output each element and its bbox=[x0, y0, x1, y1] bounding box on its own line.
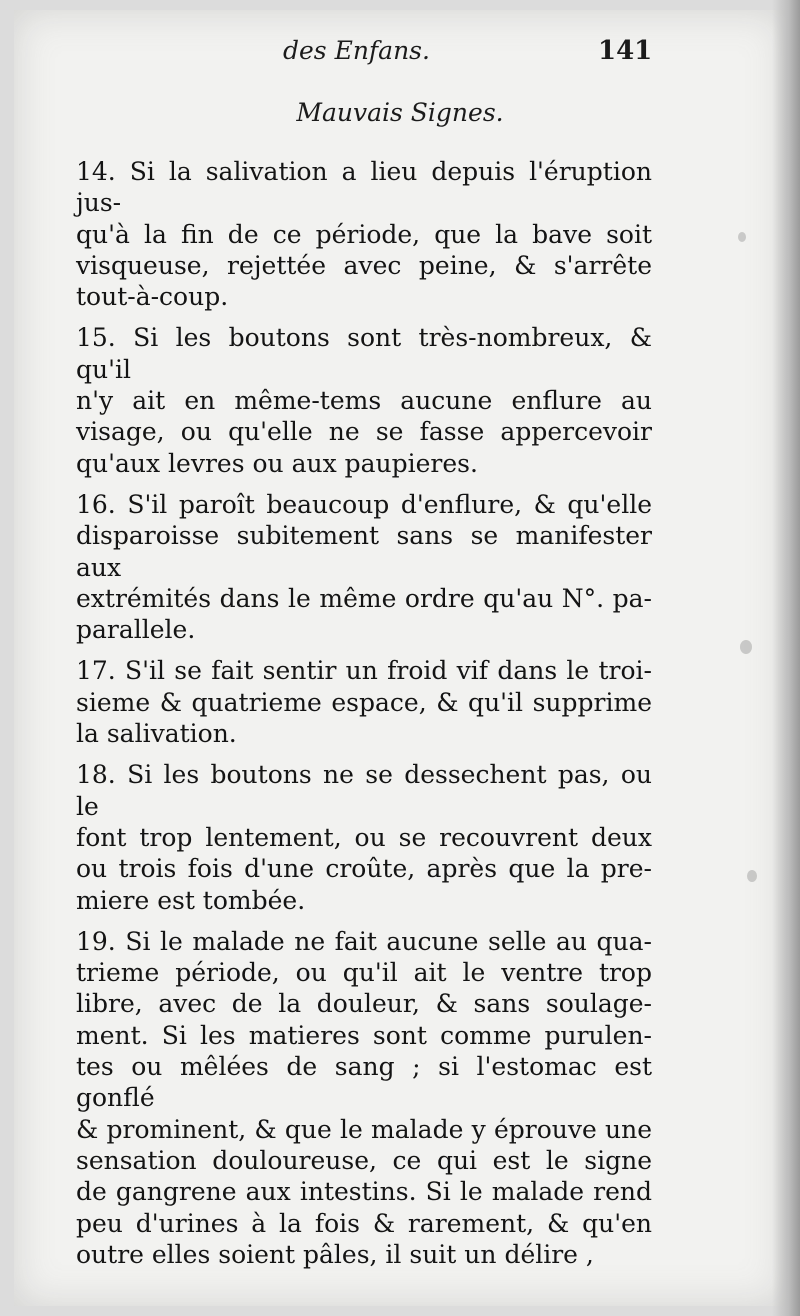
text-line: outre elles soient pâles, il suit un délire , bbox=[76, 1239, 594, 1269]
text-line-content: Si la salivation a lieu depuis l'éruption jus- bbox=[76, 157, 652, 218]
article-item bbox=[72, 322, 652, 478]
article-number: 14. bbox=[76, 157, 130, 186]
article-paragraph bbox=[76, 489, 652, 645]
text-line: visage, ou qu'elle ne se fasse appercevoir bbox=[76, 417, 652, 447]
ink-speck bbox=[740, 640, 752, 654]
text-line-content: Si les boutons ne se dessechent pas, ou le bbox=[76, 760, 652, 821]
text-line: sieme & quatrieme espace, & qu'il supprime bbox=[76, 687, 652, 717]
text-line bbox=[76, 759, 652, 822]
text-line bbox=[76, 156, 652, 219]
text-line: tout-à-coup. bbox=[76, 282, 229, 312]
text-line: disparoisse subitement sans se manifester aux bbox=[76, 521, 652, 582]
text-line: peu d'urines à la fois & rarement, & qu'en bbox=[76, 1208, 652, 1238]
text-line bbox=[76, 926, 652, 957]
article-number: 17. bbox=[76, 656, 126, 686]
text-line: ment. Si les matieres sont comme purulen- bbox=[76, 1020, 652, 1050]
running-head-title: des Enfans. bbox=[283, 36, 430, 65]
article-item bbox=[72, 926, 652, 1270]
article-paragraph bbox=[76, 156, 652, 312]
text-line: extrémités dans le même ordre qu'au N°. pa- bbox=[76, 583, 652, 613]
text-line: n'y ait en même-tems aucune enflure au bbox=[76, 386, 652, 416]
article-item bbox=[72, 655, 652, 749]
running-head bbox=[0, 26, 800, 70]
text-line: la salivation. bbox=[76, 719, 237, 749]
page-number: 141 bbox=[598, 36, 653, 66]
article-paragraph bbox=[76, 926, 652, 1270]
text-line: de gangrene aux intestins. Si le malade rend bbox=[76, 1177, 652, 1207]
article-paragraph bbox=[76, 759, 652, 915]
text-line: libre, avec de la douleur, & sans soulage- bbox=[76, 989, 652, 1019]
text-line: parallele. bbox=[76, 615, 196, 645]
text-line: & prominent, & que le malade y éprouve une bbox=[76, 1114, 652, 1144]
text-line: sensation douloureuse, ce qui est le signe bbox=[76, 1145, 652, 1175]
text-line: trieme période, ou qu'il ait le ventre trop bbox=[76, 958, 652, 988]
article-item bbox=[72, 759, 652, 915]
article-number: 19. bbox=[76, 926, 126, 956]
ink-speck bbox=[738, 232, 746, 242]
text-line: qu'aux levres ou aux paupieres. bbox=[76, 448, 478, 478]
article-number: 18. bbox=[76, 760, 128, 790]
text-line bbox=[76, 322, 652, 385]
text-line: visqueuse, rejettée avec peine, & s'arrête bbox=[76, 250, 652, 280]
text-line: ou trois fois d'une croûte, après que la pre- bbox=[76, 854, 652, 884]
ink-speck bbox=[747, 870, 757, 882]
article-number: 15. bbox=[76, 323, 134, 353]
article-paragraph bbox=[76, 322, 652, 478]
article-item bbox=[72, 489, 652, 645]
text-line: miere est tombée. bbox=[76, 885, 306, 915]
article-paragraph bbox=[76, 655, 652, 749]
text-line-content: S'il se fait sentir un froid vif dans le troi- bbox=[125, 656, 652, 686]
text-line bbox=[76, 655, 652, 686]
article-number: 16. bbox=[76, 489, 128, 519]
text-line bbox=[76, 489, 652, 520]
text-line-content: S'il paroît beaucoup d'enflure, & qu'elle bbox=[127, 489, 652, 519]
text-line: font trop lentement, ou se recouvrent deux bbox=[76, 822, 652, 852]
text-line: tes ou mêlées de sang ; si l'estomac est gonflé bbox=[76, 1052, 652, 1113]
text-line-content: Si les boutons sont très-nombreux, & qu'il bbox=[76, 323, 652, 384]
body-text bbox=[72, 156, 652, 1280]
text-line: qu'à la fin de ce période, que la bave soit bbox=[76, 219, 652, 249]
page-edge-shadow bbox=[772, 0, 800, 1316]
text-line-content: Si le malade ne fait aucune selle au qua- bbox=[125, 926, 652, 956]
section-title: Mauvais Signes. bbox=[296, 98, 504, 127]
article-item bbox=[72, 156, 652, 312]
